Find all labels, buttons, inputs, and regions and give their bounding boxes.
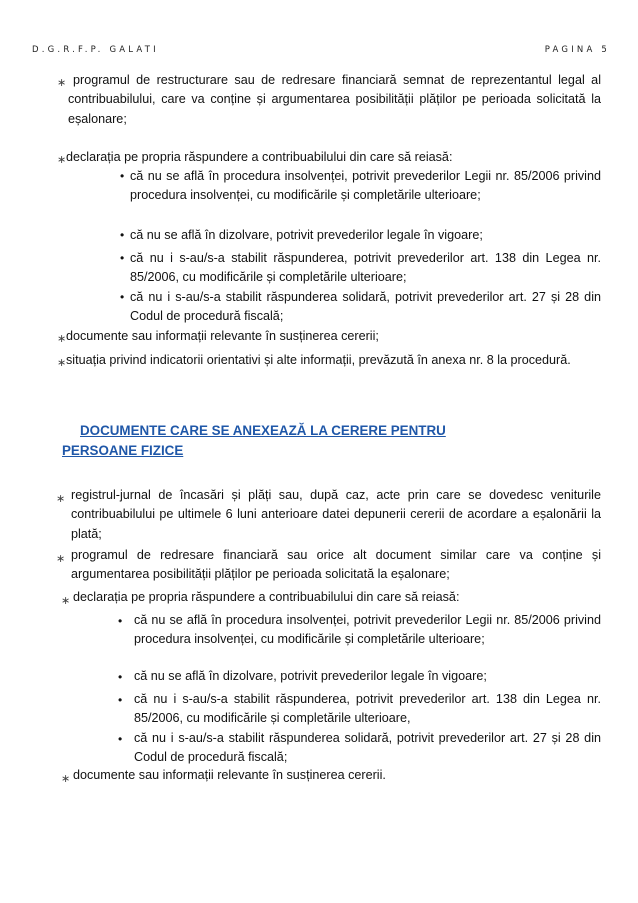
asterisk-icon: ∗ <box>56 493 66 505</box>
list-item: situația privind indicatorii orientativi și alte informații, prevăzută în anexa nr. 8 la procedură. <box>66 353 571 367</box>
list-sub-item: că nu se află în procedura insolvenței, potrivit prevederilor Legii nr. 85/2006 privind procedura insolvenței, cu modificările și completările ulterioare; <box>130 169 601 203</box>
bullet-icon: • <box>120 290 125 304</box>
asterisk-icon: ∗ <box>57 357 67 369</box>
bullet-icon: • <box>120 251 125 265</box>
asterisk-icon: ∗ <box>61 773 71 785</box>
header-page-number: PAGINA 5 <box>544 45 610 55</box>
asterisk-icon: ∗ <box>56 553 66 565</box>
asterisk-icon: ∗ <box>57 154 67 166</box>
bullet-icon: • <box>118 614 123 628</box>
list-sub-item: că nu se află în dizolvare, potrivit prevederilor legale în vigoare; <box>134 669 487 683</box>
list-sub-item: că nu se află în procedura insolvenței, potrivit prevederilor Legii nr. 85/2006 privind procedura insolvenței, cu modificările și completările ulterioare; <box>134 613 601 647</box>
list-sub-item: că nu i s-au/s-a stabilit răspunderea solidară, potrivit prevederilor art. 27 și 28 din Codul de procedură fiscală; <box>130 290 601 324</box>
list-item: programul de redresare financiară sau orice alt document similar care va conține și argumentarea posibilității plăților pe perioada solicitată la eșalonare; <box>71 548 601 582</box>
list-sub-item: că nu i s-au/s-a stabilit răspunderea, potrivit prevederilor art. 138 din Legea nr. 85/2006, cu modificările și completările ulterioare, <box>134 692 601 726</box>
bullet-icon: • <box>118 693 123 707</box>
bullet-icon: • <box>118 732 123 746</box>
list-item: documente sau informații relevante în susținerea cererii; <box>66 329 379 343</box>
bullet-icon: • <box>118 670 123 684</box>
list-item: documente sau informații relevante în susținerea cererii. <box>73 768 386 782</box>
asterisk-icon: ∗ <box>61 595 71 607</box>
list-item: registrul-jurnal de încasări și plăți sau, după caz, acte prin care se dovedesc veniturile contribuabilului pe ultimele 6 luni anterioare datei depunerii cererii de acordare a eșalonării la plată; <box>71 488 601 541</box>
list-sub-item: că nu se află în dizolvare, potrivit prevederilor legale în vigoare; <box>130 228 483 242</box>
list-sub-item: că nu i s-au/s-a stabilit răspunderea, potrivit prevederilor art. 138 din Legea nr. 85/2006, cu modificările și completările ulterioare; <box>130 251 601 285</box>
asterisk-icon: ∗ <box>57 333 67 345</box>
bullet-icon: • <box>120 169 125 183</box>
asterisk-icon: ∗ <box>57 77 67 89</box>
bullet-icon: • <box>120 228 125 242</box>
header-left: D.G.R.F.P. GALATI <box>32 45 159 55</box>
list-item: declarația pe propria răspundere a contribuabilului din care să reiasă: <box>73 590 460 604</box>
list-sub-item: că nu i s-au/s-a stabilit răspunderea solidară, potrivit prevederilor art. 27 și 28 din Codul de procedură fiscală; <box>134 731 601 765</box>
section-heading: DOCUMENTE CARE SE ANEXEAZĂ LA CERERE PENTRU <box>80 423 446 438</box>
section-heading-subtitle: PERSOANE FIZICE <box>62 443 184 458</box>
list-item: programul de restructurare sau de redresare financiară semnat de reprezentantul legal al contribuabilului, care va conține și argumentarea posibilității plăților pe perioada solicitată la eșalonare; <box>68 73 601 126</box>
list-item: declarația pe propria răspundere a contribuabilului din care să reiasă: <box>66 150 453 164</box>
